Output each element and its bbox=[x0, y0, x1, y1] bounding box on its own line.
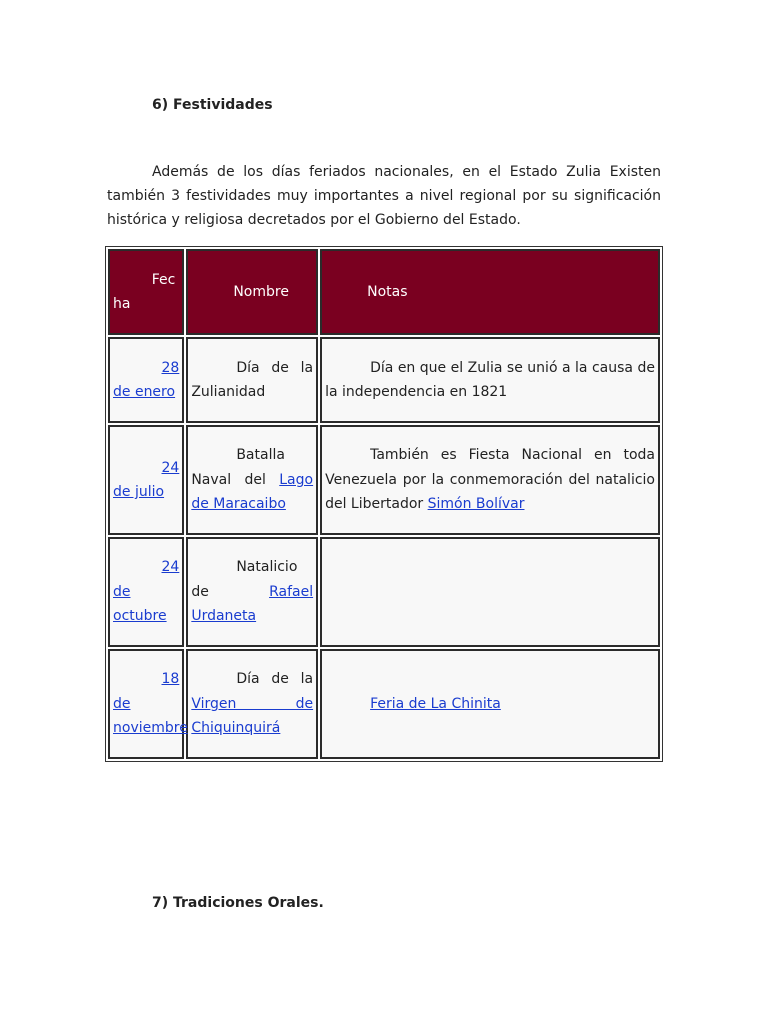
notas-cell: Día en que el Zulia se unió a la causa de la independencia en 1821 bbox=[320, 337, 660, 423]
nombre-cell bbox=[186, 425, 318, 535]
nombre-text: Día de la bbox=[236, 671, 314, 688]
date-link-number[interactable]: 24 bbox=[161, 559, 180, 576]
header-fecha-top: Fec bbox=[151, 271, 176, 288]
fecha-cell bbox=[108, 425, 184, 535]
header-notas: Notas bbox=[320, 249, 660, 335]
notas-text: También es Fiesta Nacional en toda Venezuela por la conmemoración del natalicio del Libertador bbox=[325, 447, 655, 513]
nombre-cell bbox=[186, 649, 318, 759]
date-link-rest[interactable]: de julio bbox=[113, 484, 165, 500]
section-6-heading: 6) Festividades bbox=[152, 97, 273, 113]
festivities-table bbox=[105, 246, 663, 762]
fecha-cell bbox=[108, 337, 184, 423]
lago-de-maracaibo-link[interactable]: Lago de Maracaibo bbox=[191, 471, 314, 513]
table-row bbox=[108, 425, 660, 535]
notas-cell bbox=[320, 425, 660, 535]
table-header-row bbox=[108, 249, 660, 335]
section-7-heading: 7) Tradiciones Orales. bbox=[152, 895, 324, 911]
table-row bbox=[108, 649, 660, 759]
header-fecha bbox=[108, 249, 184, 335]
date-link-rest[interactable]: de enero bbox=[113, 384, 176, 400]
intro-paragraph: Además de los días feriados nacionales, en el Estado Zulia Existen también 3 festividades muy importantes a nivel regional por su significación histórica y religiosa decretados por el Gobierno del Estado. bbox=[107, 164, 661, 228]
header-nombre: Nombre bbox=[186, 249, 318, 335]
fecha-cell bbox=[108, 537, 184, 647]
notas-cell bbox=[320, 649, 660, 759]
notas-cell-empty bbox=[320, 537, 660, 647]
date-link-number[interactable]: 28 bbox=[161, 359, 180, 376]
rafael-urdaneta-link[interactable]: Rafael Urdaneta bbox=[191, 583, 314, 625]
nombre-text: Batalla Naval del bbox=[191, 447, 285, 488]
date-link-number[interactable]: 18 bbox=[161, 671, 180, 688]
nombre-cell bbox=[186, 537, 318, 647]
feria-de-la-chinita-link[interactable]: Feria de La Chinita bbox=[370, 695, 501, 712]
header-fecha-bottom: ha bbox=[113, 296, 131, 312]
table-row bbox=[108, 337, 660, 423]
nombre-text: Natalicio de bbox=[191, 559, 298, 600]
virgen-de-chiquinquira-link[interactable]: Virgen de Chiquinquirá bbox=[191, 695, 314, 737]
nombre-cell: Día de la Zulianidad bbox=[186, 337, 318, 423]
date-link-rest[interactable]: de noviembre bbox=[113, 695, 188, 737]
date-link-rest[interactable]: de octubre bbox=[113, 583, 167, 625]
simon-bolivar-link[interactable]: Simón Bolívar bbox=[427, 496, 525, 513]
table-row bbox=[108, 537, 660, 647]
date-link-number[interactable]: 24 bbox=[161, 459, 180, 476]
fecha-cell bbox=[108, 649, 188, 759]
